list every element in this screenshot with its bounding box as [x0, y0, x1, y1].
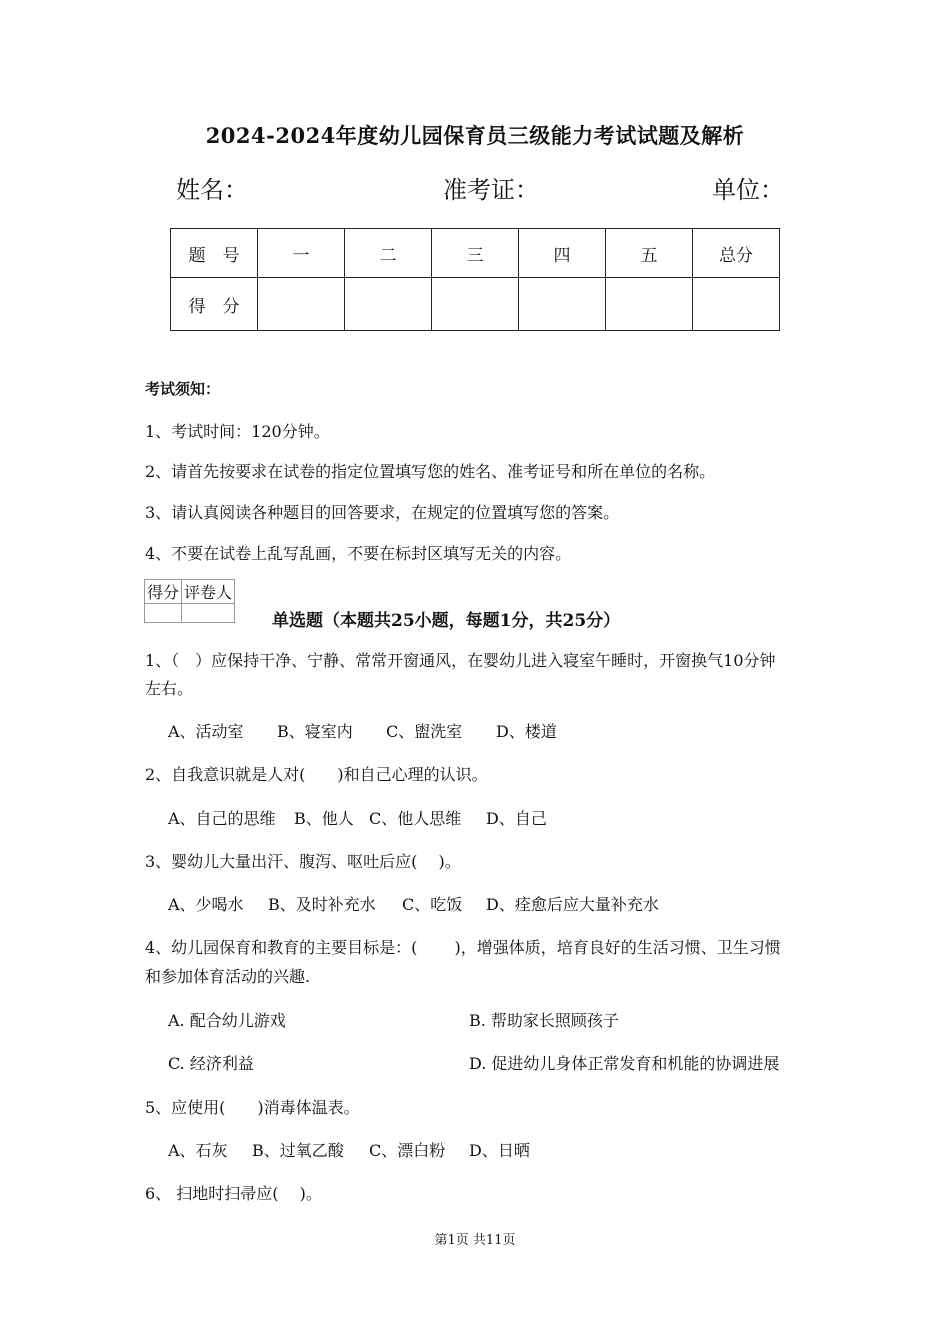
grader-box-grader-label: 评卷人: [182, 580, 235, 604]
question-text-cont: 左右。: [145, 679, 194, 698]
option: C、他人思维: [369, 809, 462, 828]
question-text: 4、幼儿园保育和教育的主要目标是：( )，增强体质，培育良好的生活习惯、卫生习惯: [145, 938, 781, 957]
score-input-cell[interactable]: [345, 278, 432, 331]
score-header-cell: 总分: [693, 229, 780, 278]
notice-item: 1、考试时间：120分钟。: [145, 422, 330, 441]
question-text: 5、应使用( )消毒体温表。: [145, 1098, 360, 1117]
score-input-cell[interactable]: [258, 278, 345, 331]
option: D、楼道: [496, 722, 557, 741]
notice-item: 2、请首先按要求在试卷的指定位置填写您的姓名、准考证号和所在单位的名称。: [145, 462, 716, 481]
option: D. 促进幼儿身体正常发育和机能的协调进展: [469, 1054, 780, 1073]
score-header-cell: 一: [258, 229, 345, 278]
grader-box-score-cell[interactable]: [145, 604, 182, 623]
option: D、日晒: [469, 1141, 530, 1160]
option: A、自己的思维: [168, 809, 276, 828]
option: B. 帮助家长照顾孩子: [469, 1011, 619, 1030]
option: C. 经济利益: [168, 1054, 254, 1073]
score-input-cell[interactable]: [606, 278, 693, 331]
option: A、活动室: [168, 722, 244, 741]
question-text: 6、 扫地时扫帚应( )。: [145, 1184, 322, 1203]
option: A、石灰: [168, 1141, 228, 1160]
question-text: 3、婴幼儿大量出汗、腹泻、呕吐后应( )。: [145, 852, 461, 871]
option: A. 配合幼儿游戏: [168, 1011, 286, 1030]
score-header-cell: 三: [432, 229, 519, 278]
score-table-score-row: [171, 278, 780, 331]
question-text: 1、（ ）应保持干净、宁静、常常开窗通风，在婴幼儿进入寝室午睡时，开窗换气10分钟: [145, 651, 776, 670]
option: A、少喝水: [168, 895, 244, 914]
score-header-cell: 五: [606, 229, 693, 278]
score-table-header-row: [171, 229, 780, 278]
grader-box-score-label: 得分: [145, 580, 182, 604]
exam-id-field-label: 准考证：: [443, 176, 539, 204]
unit-field-label: 单位：: [712, 176, 784, 204]
option: B、他人: [294, 809, 354, 828]
score-table: [170, 228, 780, 331]
notice-item: 4、不要在试卷上乱写乱画，不要在标封区填写无关的内容。: [145, 544, 572, 563]
name-field-label: 姓名：: [176, 176, 248, 204]
score-header-cell: 题 号: [171, 229, 258, 278]
option: B、过氧乙酸: [252, 1141, 344, 1160]
option: D、自己: [486, 809, 547, 828]
option: B、及时补充水: [268, 895, 376, 914]
option: D、痊愈后应大量补充水: [486, 895, 659, 914]
question-text: 2、自我意识就是人对( )和自己心理的认识。: [145, 765, 488, 784]
question-text-cont: 和参加体育活动的兴趣.: [145, 967, 311, 986]
option: C、盥洗室: [386, 722, 463, 741]
option: B、寝室内: [277, 722, 353, 741]
score-input-cell[interactable]: [693, 278, 780, 331]
score-header-cell: 四: [519, 229, 606, 278]
score-header-cell: 二: [345, 229, 432, 278]
score-row-label: 得 分: [171, 278, 258, 331]
page-footer: 第1页 共11页: [434, 1233, 516, 1248]
notice-item: 3、请认真阅读各种题目的回答要求，在规定的位置填写您的答案。: [145, 503, 620, 522]
option: C、吃饭: [402, 895, 463, 914]
document-title: 2024-2024年度幼儿园保育员三级能力考试试题及解析: [205, 123, 745, 148]
score-input-cell[interactable]: [432, 278, 519, 331]
grader-box-grader-cell[interactable]: [182, 604, 235, 623]
score-input-cell[interactable]: [519, 278, 606, 331]
grader-box: [144, 579, 235, 623]
notice-heading: 考试须知：: [145, 380, 221, 398]
option: C、漂白粉: [369, 1141, 446, 1160]
section-title: 单选题（本题共25小题，每题1分，共25分）: [272, 611, 621, 631]
